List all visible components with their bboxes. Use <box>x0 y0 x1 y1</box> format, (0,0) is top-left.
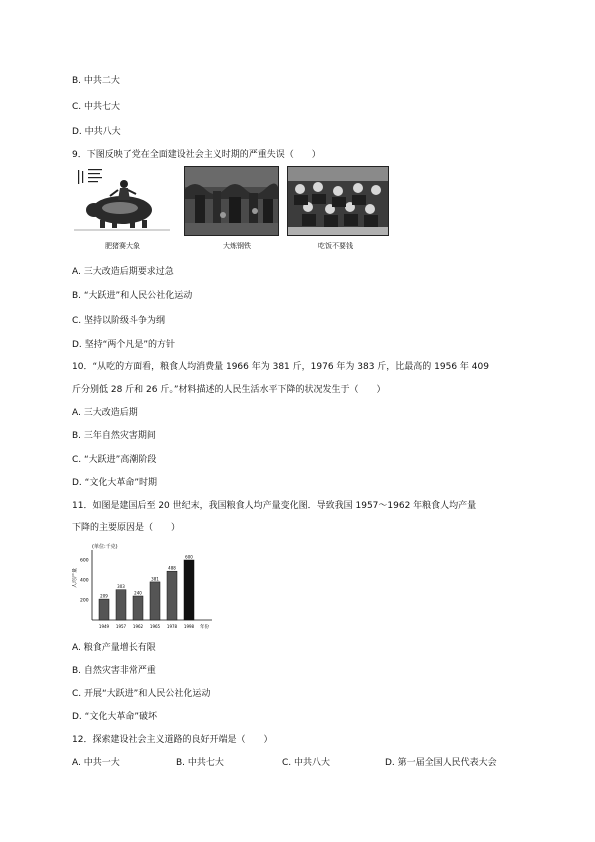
q10-option-d: D. “文化大革命”时期 <box>72 478 157 488</box>
chart-bar <box>150 582 160 620</box>
chart-x-tick-label: 1949 <box>98 624 110 629</box>
pig-elephant-illustration <box>72 166 172 232</box>
q10-option-b: B. 三年自然灾害期间 <box>72 431 156 441</box>
q8-option-d: D. 中共八大 <box>72 127 121 137</box>
q8-option-c: C. 中共七大 <box>72 102 121 112</box>
chart-bar <box>167 571 177 620</box>
grain-per-capita-bar-chart <box>72 540 222 632</box>
chart-x-tick-label: 1998 <box>183 624 195 629</box>
q9-image-steel <box>184 166 279 236</box>
chart-unit-label: (单位:千克) <box>92 544 118 550</box>
q11-option-b: B. 自然灾害非常严重 <box>72 666 156 676</box>
chart-value-label: 240 <box>134 590 142 596</box>
chart-x-tick-label: 1978 <box>166 624 178 629</box>
q9-caption-1: 肥猪赛大象 <box>105 242 140 250</box>
q12-option-d: D. 第一届全国人民代表大会 <box>385 758 497 768</box>
chart-bar <box>133 596 143 620</box>
chart-value-label: 381 <box>151 576 159 582</box>
q10-option-a: A. 三大改造后期 <box>72 408 138 418</box>
q12-option-b: B. 中共七大 <box>176 758 224 768</box>
chart-y-label: 人均产量 <box>72 567 78 588</box>
chart-x-tick-label: 1962 <box>132 624 144 629</box>
q8-option-b: B. 中共二大 <box>72 76 120 86</box>
q11-chart <box>72 540 222 632</box>
q12-option-a: A. 中共一大 <box>72 758 120 768</box>
q9-option-d: D. 坚持“两个凡是”的方针 <box>72 340 175 350</box>
chart-x-label: 年份 <box>200 625 209 630</box>
chart-y-tick-label: 200 <box>80 598 89 604</box>
chart-value-label: 303 <box>117 584 125 590</box>
q10-stem-line2: 斤分别低 28 斤和 26 斤。”材料描述的人民生活水平下降的状况发生于（ ） <box>72 385 386 395</box>
chart-x-tick-label: 1957 <box>115 624 127 629</box>
chart-value-label: 600 <box>185 554 193 560</box>
q9-image-canteen <box>287 166 389 236</box>
chart-bar <box>116 590 126 620</box>
communal-canteen-photo <box>288 167 388 235</box>
q11-option-a: A. 粮食产量增长有限 <box>72 643 156 653</box>
q10-stem-line1: 10．“从吃的方面看，粮食人均消费量 1966 年为 381 斤，1976 年为 383 斤，比最高的 1956 年 409 <box>72 362 489 372</box>
chart-y-tick-label: 600 <box>80 558 89 564</box>
q12-option-c: C. 中共八大 <box>282 758 331 768</box>
q9-caption-3: 吃饭不要钱 <box>318 242 353 250</box>
q11-option-c: C. 开展“大跃进”和人民公社化运动 <box>72 689 211 699</box>
chart-y-tick-label: 400 <box>80 578 89 584</box>
chart-bar <box>184 560 194 620</box>
q9-caption-2: 大炼钢铁 <box>223 242 251 250</box>
q11-option-d: D. “文化大革命”破坏 <box>72 712 157 722</box>
chart-x-tick-label: 1965 <box>149 624 161 629</box>
chart-bar <box>99 599 109 620</box>
chart-value-label: 209 <box>100 593 108 599</box>
steel-furnace-photo <box>185 167 278 235</box>
q9-option-a: A. 三大改造后期要求过急 <box>72 267 174 277</box>
q12-stem: 12．探索建设社会主义道路的良好开端是（ ） <box>72 735 273 745</box>
q11-stem-line1: 11．如图是建国后至 20 世纪末，我国粮食人均产量变化图．导致我国 1957～1962 年粮食人均产量 <box>72 501 477 511</box>
q9-stem: 9．下图反映了党在全面建设社会主义时期的严重失误（ ） <box>72 150 321 160</box>
q10-option-c: C. “大跃进”高潮阶段 <box>72 455 157 465</box>
q9-option-c: C. 坚持以阶级斗争为纲 <box>72 316 166 326</box>
q9-image-pig <box>72 166 172 232</box>
q11-stem-line2: 下降的主要原因是（ ） <box>72 523 181 533</box>
chart-value-label: 488 <box>168 565 176 571</box>
q9-option-b: B. “大跃进”和人民公社化运动 <box>72 291 193 301</box>
